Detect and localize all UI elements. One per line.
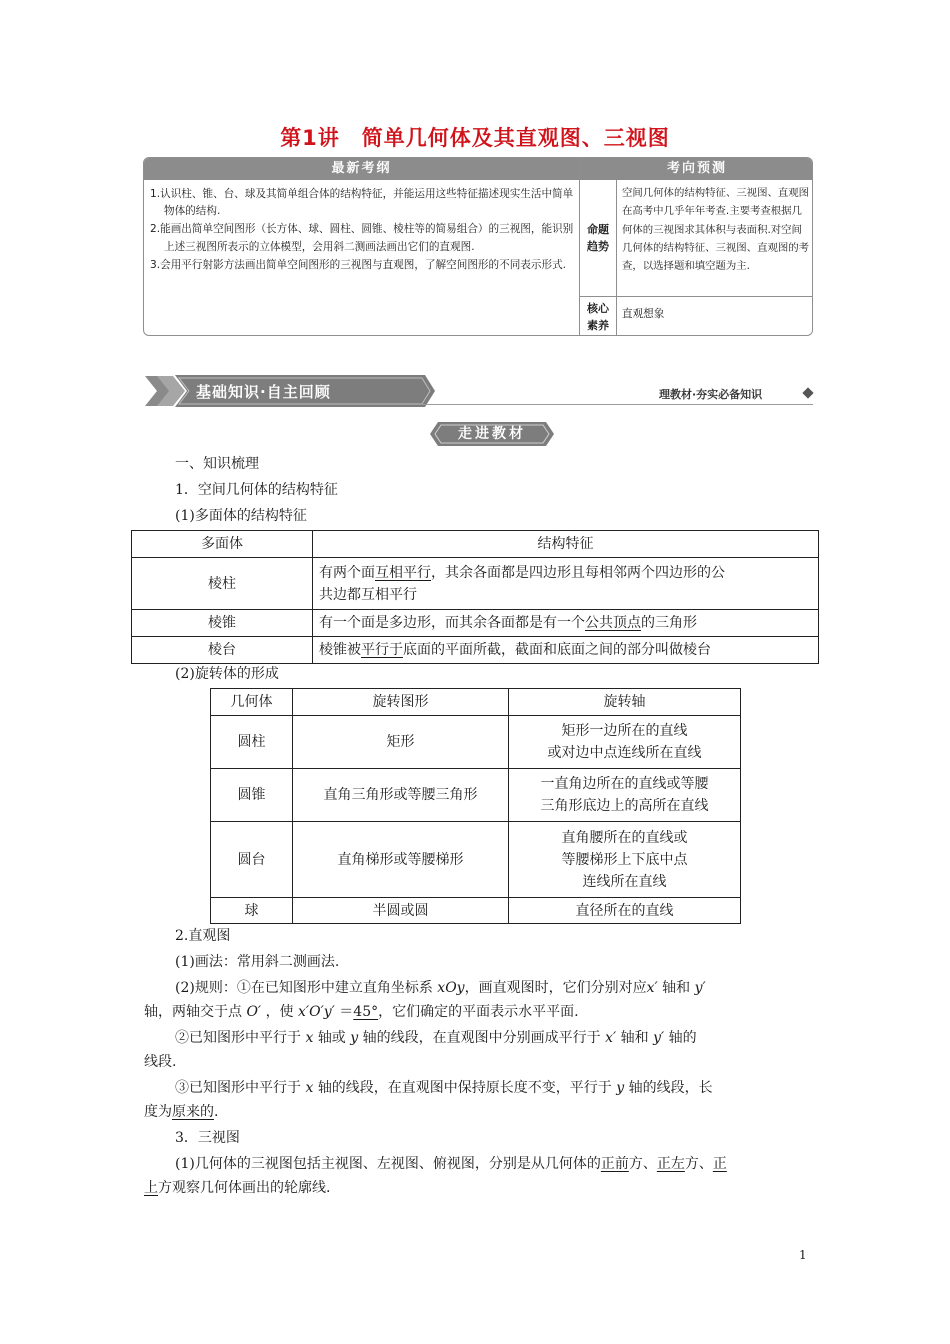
trend-label: 命题趋势 — [587, 223, 609, 253]
banner-rule — [420, 404, 813, 405]
heading: 1．空间几何体的结构特征 — [175, 482, 338, 498]
paragraph: 轴，两轴交于点 O′ ，使 x′O′y′ ＝45°，它们确定的平面表示水平平面. — [144, 1004, 579, 1020]
table-row: 圆柱 矩形 矩形一边所在的直线 或对边中点连线所在直线 — [211, 716, 741, 769]
outline-requirements — [150, 186, 574, 275]
paragraph: ③已知图形中平行于 x 轴的线段，在直观图中保持原长度不变，平行于 y 轴的线段，长 — [175, 1080, 713, 1096]
table-header: 几何体 — [211, 689, 293, 716]
heading: 2.直观图 — [175, 928, 231, 944]
outline-left-header: 最新考纲 — [144, 158, 579, 180]
section-subtitle: 理教材·夯实必备知识 — [659, 388, 763, 401]
paragraph: (2)规则：①在已知图形中建立直角坐标系 xOy，画直观图时，它们分别对应x′ 轴和 y′ — [175, 980, 706, 996]
requirement-item: 3.会用平行射影方法画出简单空间图形的三视图与直观图，了解空间图形的不同表示形式. — [150, 258, 567, 271]
page-title: 第1讲 简单几何体及其直观图、三视图 — [280, 126, 670, 150]
table-row: 棱台 棱锥被平行于底面的平面所截，截面和底面之间的部分叫做棱台 — [132, 637, 819, 664]
sub-section-title: 走进教材 — [458, 426, 526, 442]
table-header: 旋转图形 — [293, 689, 509, 716]
heading: (2)旋转体的形成 — [175, 666, 279, 682]
outline-divider — [616, 180, 617, 336]
paragraph: 线段. — [144, 1054, 177, 1070]
diamond-icon — [802, 387, 813, 398]
paragraph: 度为原来的. — [144, 1104, 219, 1120]
revolution-table — [210, 688, 741, 924]
table-row: 棱柱 有两个面互相平行，其余各面都是四边形且每相邻两个四边形的公 共边都互相平行 — [132, 558, 819, 610]
table-row: 球 半圆或圆 直径所在的直线 — [211, 898, 741, 924]
outline-divider — [580, 296, 813, 297]
heading: 一、知识梳理 — [175, 456, 259, 472]
table-header: 结构特征 — [313, 531, 819, 558]
paragraph: (1)画法：常用斜二测画法. — [175, 954, 340, 970]
table-row: 棱锥 有一个面是多边形，而其余各面都是有一个公共顶点的三角形 — [132, 610, 819, 637]
table-row: 圆锥 直角三角形或等腰三角形 一直角边所在的直线或等腰 三角形底边上的高所在直线 — [211, 769, 741, 822]
paragraph: ②已知图形中平行于 x 轴或 y 轴的线段，在直观图中分别画成平行于 x′ 轴和 y′ 轴的 — [175, 1030, 697, 1046]
table-row: 圆台 直角梯形或等腰梯形 直角腰所在的直线或 等腰梯形上下底中点 连线所在直线 — [211, 822, 741, 898]
outline-right-header: 考向预测 — [580, 158, 813, 180]
literacy-text: 直观想象 — [622, 308, 665, 320]
requirement-item: 2.能画出简单空间图形（长方体、球、圆柱、圆锥、棱柱等的简易组合）的三视图，能识别上述三视图所表示的立体模型，会用斜二测画法画出它们的直观图. — [150, 223, 574, 253]
polyhedron-table — [131, 530, 819, 664]
section-title: 基础知识·自主回顾 — [196, 383, 331, 401]
literacy-label: 核心素养 — [587, 302, 609, 332]
outline-box — [143, 157, 813, 336]
page-number: 1 — [799, 1248, 807, 1262]
heading: 3．三视图 — [175, 1130, 240, 1146]
requirement-item: 1.认识柱、锥、台、球及其简单组合体的结构特征，并能运用这些特征描述现实生活中简单物体的结构. — [150, 188, 574, 218]
heading: (1)多面体的结构特征 — [175, 508, 307, 524]
table-header: 多面体 — [132, 531, 313, 558]
paragraph: 上方观察几何体画出的轮廓线. — [144, 1180, 331, 1196]
table-header: 旋转轴 — [509, 689, 741, 716]
paragraph: (1)几何体的三视图包括主视图、左视图、俯视图，分别是从几何体的正前方、正左方、正 — [175, 1156, 727, 1172]
trend-text: 空间几何体的结构特征、三视图、直观图在高考中几乎年年考查.主要考查根据几何体的三视图求其体积与表面积.对空间几何体的结构特征、三视图、直观图的考查，以选择题和填空题为主. — [622, 187, 810, 273]
